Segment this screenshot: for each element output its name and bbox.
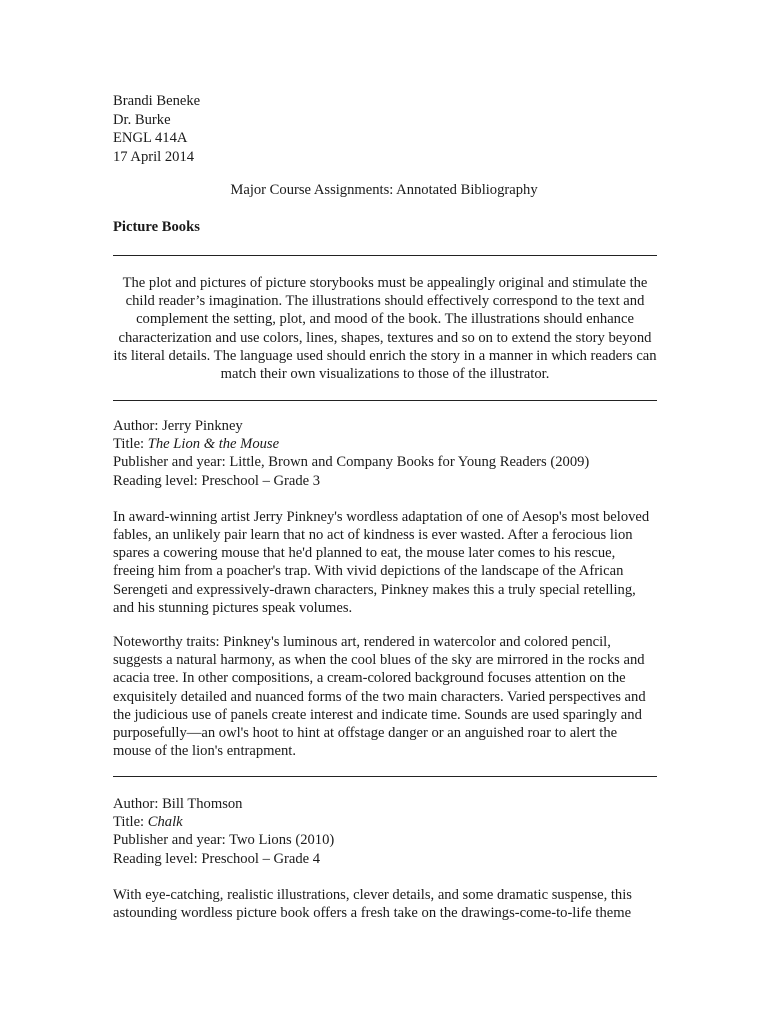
title-value: The Lion & the Mouse (147, 436, 280, 453)
entry-summary: In award-winning artist Jerry Pinkney's wordless adaptation of one of Aesop's most beloved fables, an unlikely pair learn that no act of kindness is ever wasted. After a ferocious lion spares a cowering mouse that he'd planned to eat, the mouse later comes to his rescue, freeing him from a poacher's trap. With vivid depictions of the landscape of the African Serengeti and expressively-drawn characters, Pinkney makes this a truly special retelling, and his stunning pictures speak volumes. (113, 508, 650, 616)
author-value: Jerry Pinkney (162, 418, 243, 434)
document-title: Major Course Assignments: Annotated Bibliography (230, 182, 538, 198)
title-line (113, 435, 658, 453)
author-line (113, 417, 658, 435)
entry-meta (113, 795, 658, 868)
traits-text: Pinkney's luminous art, rendered in watercolor and colored pencil, suggests a natural harmony, as when the cool blues of the sky are mirrored in the rocks and acacia tree. In other compositions, a cream-colored background focuses attention on the exquisitely detailed and nuanced forms of the two main characters. Varied perspectives and the judicious use of panels create interest and indicate time. Sounds are used sparingly and purposefully—an owl's hoot to hint at offstage danger or an anguished roar to alert the mouse of the lion's entrapment. (113, 634, 646, 760)
reading-level-value: Preschool – Grade 3 (201, 472, 321, 489)
student-name: Brandi Beneke (113, 93, 201, 109)
instructor-name: Dr. Burke (113, 111, 171, 128)
bibliography-entry (113, 795, 658, 922)
traits-label: Noteworthy traits: (113, 634, 224, 651)
criteria-paragraph: The plot and pictures of picture storybooks must be appealingly original and stimulate the child reader’s imagination. The illustrations should effectively correspond to the text and complement the setting, plot, and mood of the book. The illustrations should enhance characterization and use colors, lines, shapes, textures and so on to extend the story beyond its literal details. The language used should enrich the story in a manner in which readers can match their own visualizations to those of the illustrator. (113, 275, 657, 383)
publisher-value: Two Lions (2010) (229, 832, 335, 849)
reading-level-line (113, 472, 658, 490)
bibliography-entry (113, 417, 658, 760)
reading-level-line (113, 850, 658, 868)
reading-level-label: Reading level: (113, 472, 202, 489)
section-heading: Picture Books (113, 219, 200, 235)
author-line (113, 795, 658, 813)
reading-level-value: Preschool – Grade 4 (201, 850, 321, 867)
divider (113, 776, 657, 777)
header-block (113, 92, 200, 166)
date: 17 April 2014 (113, 148, 195, 165)
title-value: Chalk (147, 814, 183, 831)
publisher-value: Little, Brown and Company Books for Young Readers (2009) (229, 454, 590, 471)
noteworthy-traits (113, 633, 658, 760)
publisher-line (113, 453, 658, 471)
title-label: Title: (113, 436, 148, 453)
title-label: Title: (113, 814, 148, 831)
divider (113, 400, 657, 401)
publisher-label: Publisher and year: (113, 454, 230, 471)
publisher-label: Publisher and year: (113, 832, 230, 849)
title-line (113, 813, 658, 831)
entry-summary: With eye-catching, realistic illustrations, clever details, and some dramatic suspense, this astounding wordless picture book offers a fresh take on the drawings-come-to-life theme (113, 886, 632, 922)
course-code: ENGL 414A (113, 130, 188, 146)
author-label: Author: (113, 418, 163, 434)
reading-level-label: Reading level: (113, 850, 202, 867)
author-label: Author: (113, 796, 163, 812)
author-value: Bill Thomson (162, 796, 243, 812)
divider (113, 255, 657, 256)
entry-meta (113, 417, 658, 490)
publisher-line (113, 831, 658, 849)
